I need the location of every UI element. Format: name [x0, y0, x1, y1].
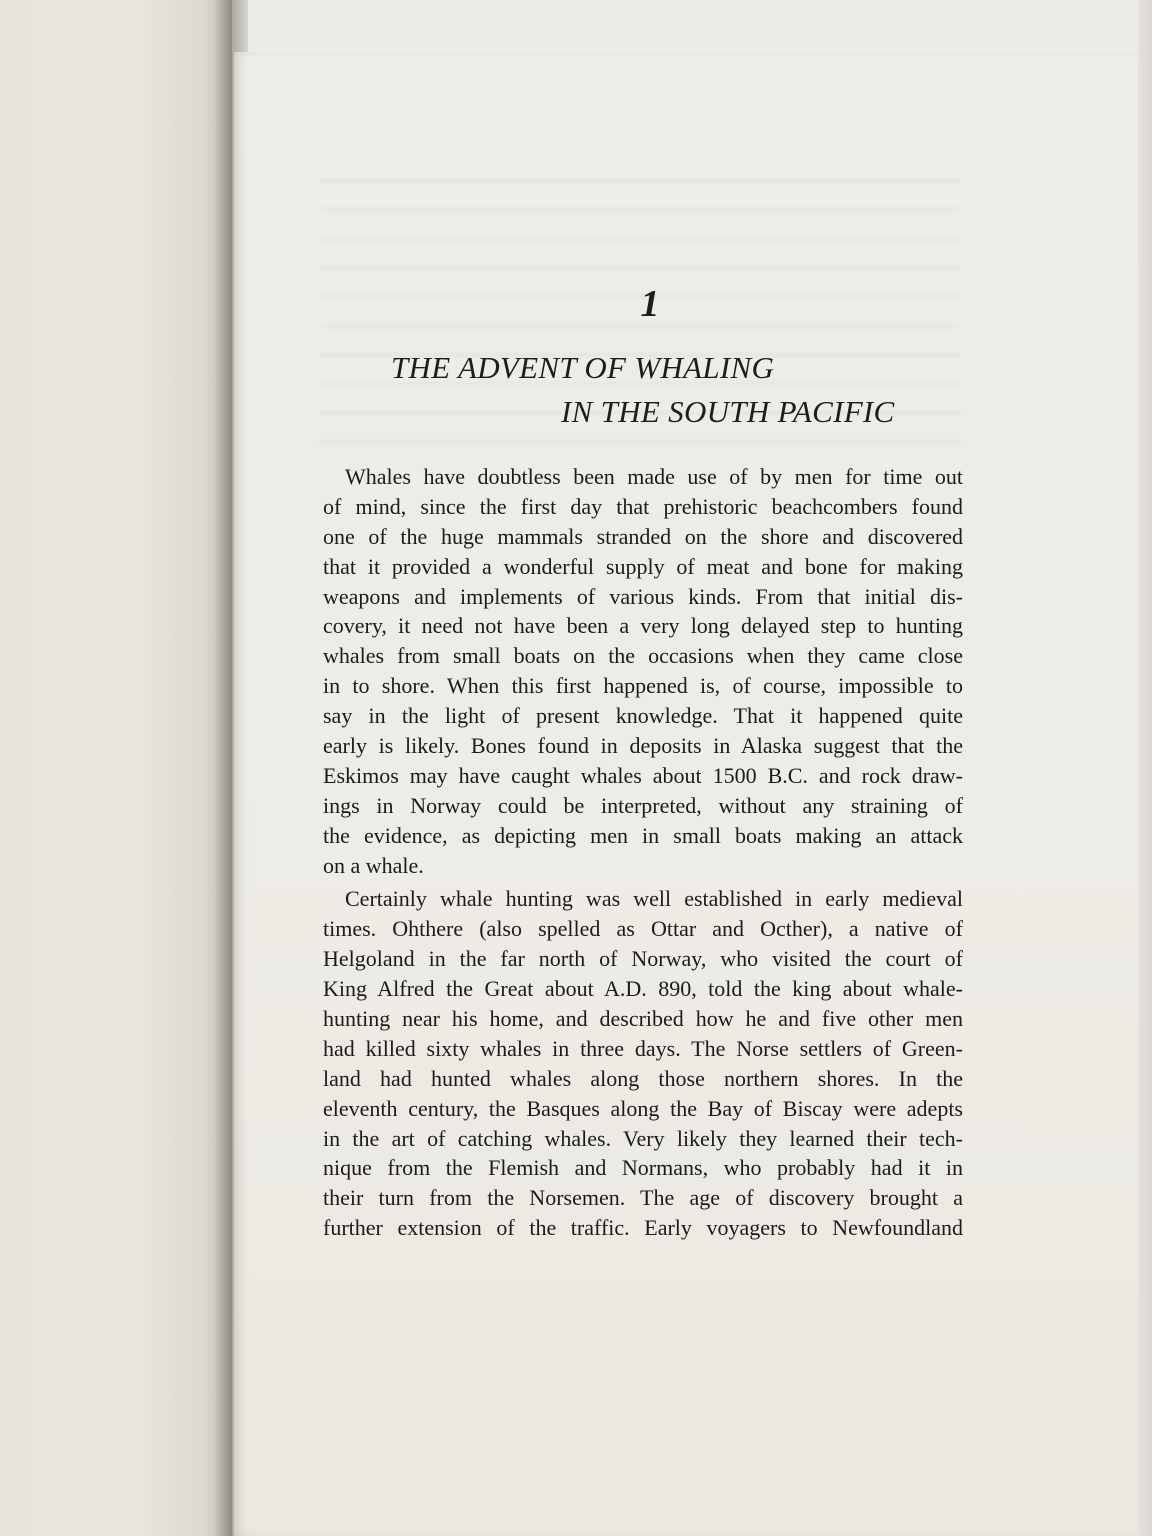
text-line: covery, it need not have been a very long delayed step to hunting: [323, 613, 963, 639]
text-line: King Alfred the Great about A.D. 890, told the king about whale-: [323, 976, 963, 1002]
text-line: hunting near his home, and described how he and five other men: [323, 1006, 963, 1032]
text-line: nique from the Flemish and Normans, who probably had it in: [323, 1155, 963, 1181]
text-line: in to shore. When this first happened is, of course, impossible to: [323, 673, 963, 699]
text-line: had killed sixty whales in three days. The Norse settlers of Green-: [323, 1035, 963, 1061]
text-line: ings in Norway could be interpreted, without any straining of: [323, 792, 963, 818]
text-line: Certainly whale hunting was well established in early medieval: [345, 886, 963, 912]
chapter-number: 1: [640, 283, 660, 325]
text-line: further extension of the traffic. Early voyagers to Newfoundland: [323, 1215, 963, 1241]
text-line: times. Ohthere (also spelled as Ottar and Octher), a native of: [323, 916, 963, 942]
chapter-title-line-2: IN THE SOUTH PACIFIC: [561, 394, 895, 429]
text-line: early is likely. Bones found in deposits in Alaska suggest that the: [323, 733, 963, 759]
text-line: Eskimos may have caught whales about 1500 B.C. and rock draw-: [323, 762, 963, 788]
text-line: Helgoland in the far north of Norway, who visited the court of: [323, 946, 963, 972]
text-line: one of the huge mammals stranded on the shore and discovered: [323, 523, 963, 549]
text-line: eleventh century, the Basques along the Bay of Biscay were adepts: [323, 1095, 963, 1121]
facing-page: [0, 0, 232, 1536]
text-line: say in the light of present knowledge. That it happened quite: [323, 703, 963, 729]
text-line: of mind, since the first day that prehistoric beachcombers found: [323, 493, 963, 519]
page-edge: [1138, 0, 1152, 1536]
text-line: in the art of catching whales. Very likely they learned their tech-: [323, 1125, 963, 1151]
text-line: that it provided a wonderful supply of meat and bone for making: [323, 553, 963, 579]
text-line: on a whale.: [323, 852, 424, 878]
text-line: the evidence, as depicting men in small boats making an attack: [323, 822, 963, 848]
text-line: Whales have doubtless been made use of by men for time out: [345, 464, 963, 489]
text-line: whales from small boats on the occasions when they came close: [323, 643, 963, 669]
text-line: their turn from the Norsemen. The age of discovery brought a: [323, 1185, 963, 1211]
text-line: land had hunted whales along those northern shores. In the: [323, 1065, 963, 1091]
body-text: [323, 462, 963, 1243]
chapter-title-line-1: THE ADVENT OF WHALING: [391, 350, 775, 385]
text-line: weapons and implements of various kinds. From that initial dis-: [323, 583, 963, 609]
